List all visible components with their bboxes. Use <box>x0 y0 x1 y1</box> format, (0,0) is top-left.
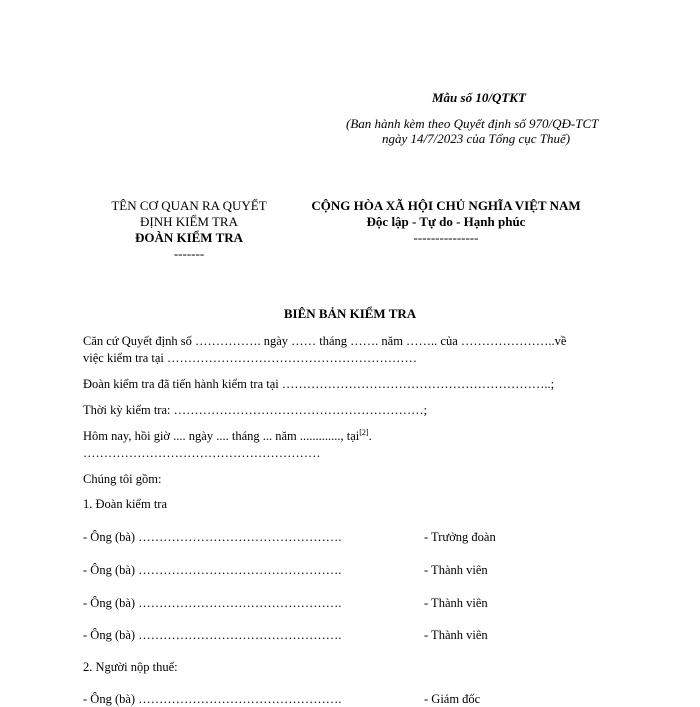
form-code: Mẫu số 10/QTKT <box>432 90 526 105</box>
section-taxpayer: 2. Người nộp thuế: <box>83 660 178 674</box>
right-header-separator: --------------- <box>413 230 479 245</box>
today-end: . <box>368 429 372 443</box>
basis-line-1: Căn cứ Quyết định số ……………. ngày …… tháng ……. năm …….. của …………………..về <box>83 334 567 348</box>
agency-name-line2: ĐỊNH KIỂM TRA <box>140 214 238 229</box>
agency-name-line1: TÊN CƠ QUAN RA QUYẾT <box>111 198 267 213</box>
inspection-period-line: Thời kỳ kiểm tra: ……………………………………………………; <box>83 403 428 417</box>
member-role: - Thành viên <box>424 563 488 577</box>
section-inspection-team: 1. Đoàn kiểm tra <box>83 497 168 511</box>
document-title: BIÊN BẢN KIỂM TRA <box>283 306 417 321</box>
basis-line-2: việc kiểm tra tại …………………………………………………… <box>83 351 417 365</box>
member-role: - Trưởng đoàn <box>424 530 496 544</box>
issued-note-line1: (Ban hành kèm theo Quyết định số 970/QĐ-TCT <box>346 116 599 131</box>
we-include-label: Chúng tôi gồm: <box>83 472 162 486</box>
member-name-line: - Ông (bà) …………………………………………. <box>83 530 342 544</box>
member-name-line: - Ông (bà) …………………………………………. <box>83 628 342 642</box>
today-text: Hôm nay, hồi giờ .... ngày .... tháng ... năm ............., tại <box>83 429 360 443</box>
member-name-line: - Ông (bà) …………………………………………. <box>83 596 342 610</box>
inspection-team-label: ĐOÀN KIỂM TRA <box>134 230 244 245</box>
national-motto: Độc lập - Tự do - Hạnh phúc <box>366 214 526 229</box>
member-role: - Thành viên <box>424 628 488 642</box>
issued-note-line2: ngày 14/7/2023 của Tổng cục Thuế) <box>382 131 571 146</box>
left-header-separator: ------- <box>173 246 205 261</box>
today-line <box>83 428 372 444</box>
member-name-line: - Ông (bà) …………………………………………. <box>83 563 342 577</box>
footnote-ref: [2] <box>359 427 369 437</box>
national-title: CỘNG HÒA XÃ HỘI CHỦ NGHĨA VIỆT NAM <box>311 198 581 213</box>
taxpayer-name-line: - Ông (bà) …………………………………………. <box>83 692 342 706</box>
today-line-2: ………………………………………………… <box>83 446 321 460</box>
taxpayer-role: - Giám đốc <box>424 692 481 706</box>
inspection-place-line: Đoàn kiểm tra đã tiến hành kiểm tra tại ………………………………………………………..; <box>83 377 555 391</box>
member-role: - Thành viên <box>424 596 488 610</box>
